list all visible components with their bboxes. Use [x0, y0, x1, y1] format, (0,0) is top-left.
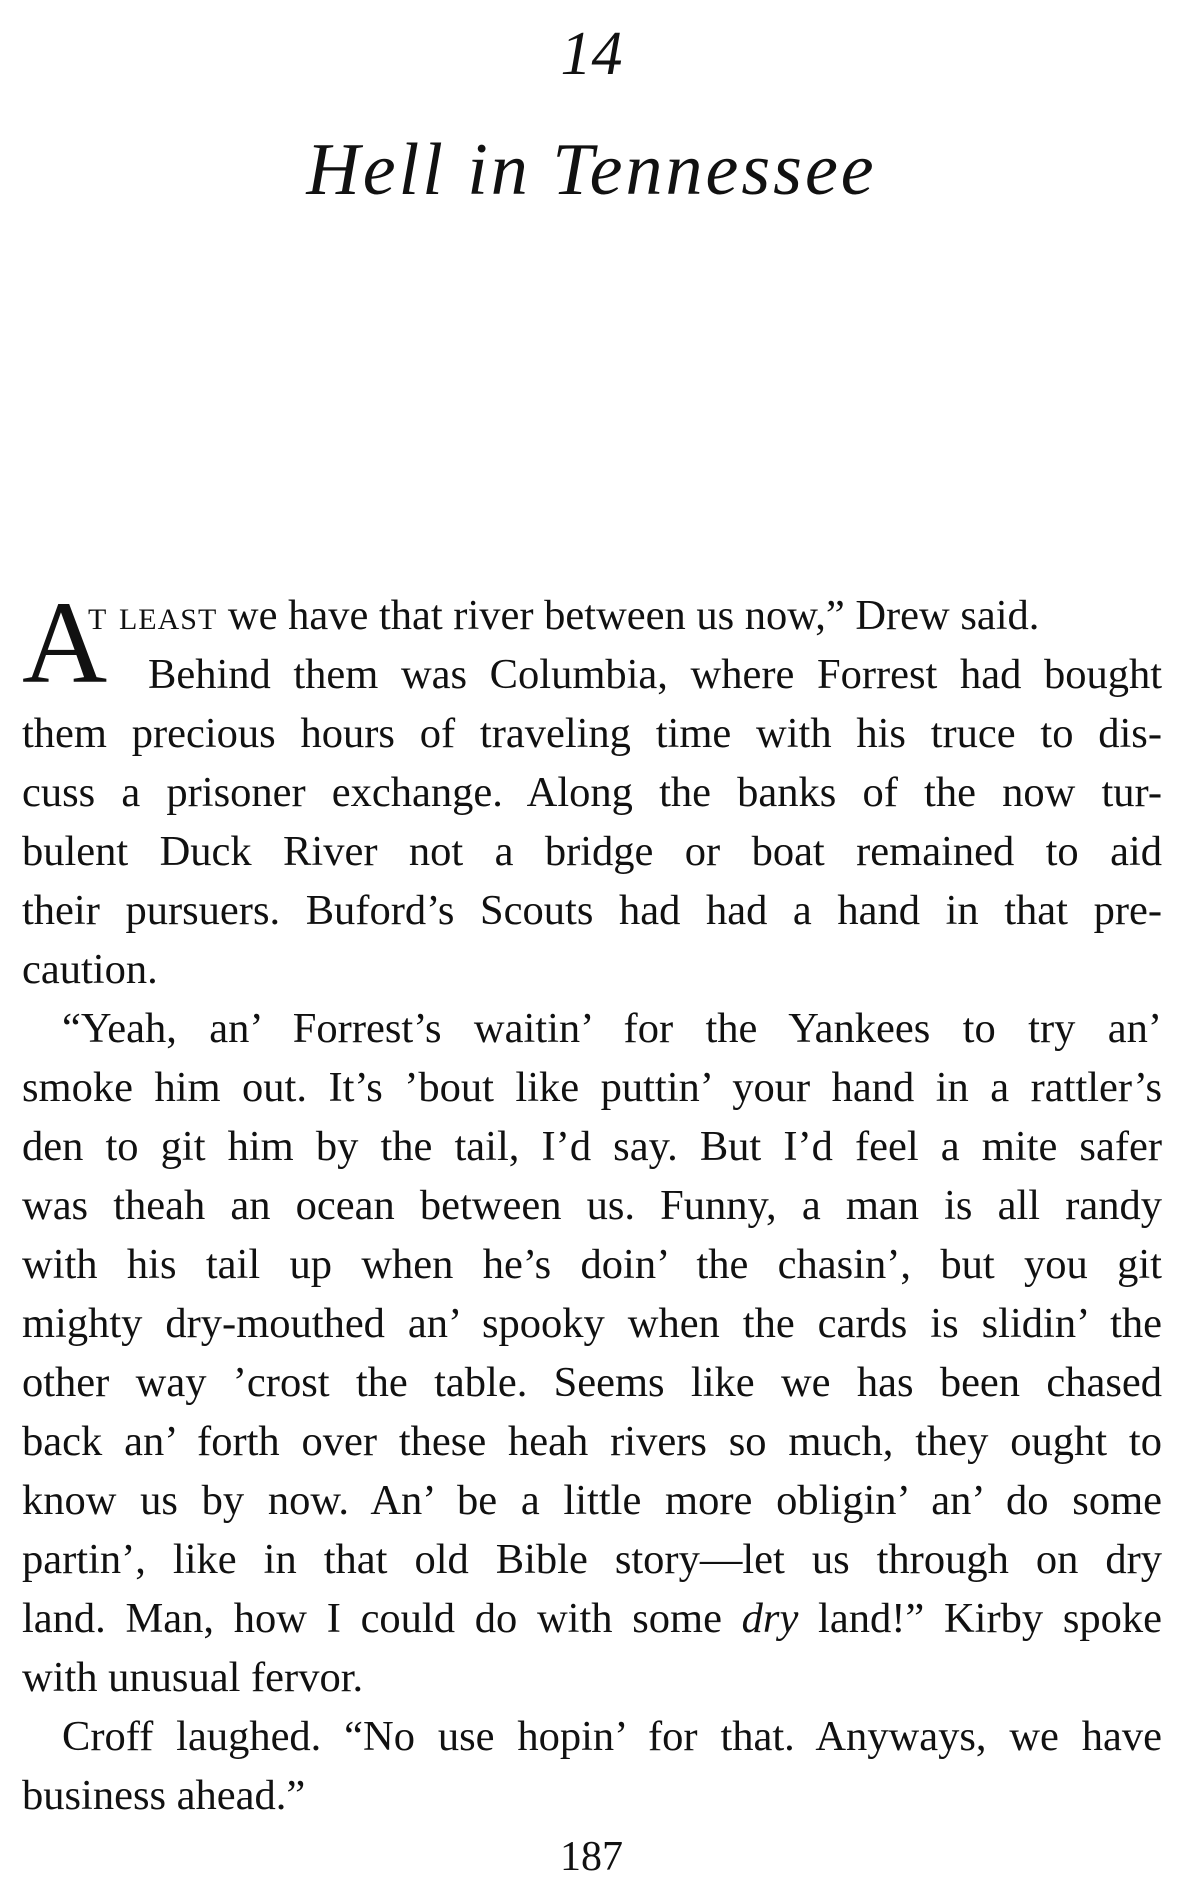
text-line: Croff laughed. “No use hopin’ for that. Anyways, we have [62, 1713, 1162, 1760]
text-line: was theah an ocean between us. Funny, a man is all randy [22, 1182, 1162, 1229]
text-line: with his tail up when he’s doin’ the chasin’, but you git [22, 1241, 1162, 1288]
text-line: other way ’crost the table. Seems like we has been chased [22, 1359, 1162, 1406]
text-line: mighty dry-mouthed an’ spooky when the cards is slidin’ the [22, 1300, 1162, 1347]
chapter-number: 14 [560, 20, 623, 88]
drop-cap: A [22, 577, 108, 708]
text-line: their pursuers. Buford’s Scouts had had a hand in that pre- [22, 887, 1162, 934]
text-line: them precious hours of traveling time with his truce to dis- [22, 710, 1162, 757]
text-line: bulent Duck River not a bridge or boat remained to aid [22, 828, 1162, 875]
text-line: cuss a prisoner exchange. Along the banks of the now tur- [22, 769, 1162, 816]
text-line: caution. [22, 946, 158, 993]
paragraph-1 [22, 577, 1162, 999]
small-caps-lead: t least [88, 592, 218, 639]
paragraph-3 [22, 1707, 1162, 1825]
text-line: know us by now. An’ be a little more obligin’ an’ do some [22, 1477, 1162, 1524]
text-line: “Yeah, an’ Forrest’s waitin’ for the Yankees to try an’ [62, 1005, 1162, 1052]
page-number: 187 [560, 1834, 623, 1880]
text-line: with unusual fervor. [22, 1654, 364, 1701]
line-text: land. Man, how I could do with some [22, 1595, 742, 1642]
chapter-title: Hell in Tennessee [306, 129, 877, 211]
text-line: partin’, like in that old Bible story—let us through on dry [22, 1536, 1162, 1583]
text-line: Behind them was Columbia, where Forrest had bought [148, 651, 1162, 698]
italic-word: dry [741, 1595, 799, 1642]
text-line: back an’ forth over these heah rivers so much, they ought to [22, 1418, 1162, 1465]
line-text: we have that river between us now,” Drew said. [217, 592, 1040, 639]
text-line: business ahead.” [22, 1772, 306, 1819]
paragraph-2 [22, 999, 1162, 1707]
body-text [22, 577, 1162, 1825]
text-line: den to git him by the tail, I’d say. But I’d feel a mite safer [22, 1123, 1162, 1170]
line-text: land!” Kirby spoke [798, 1595, 1162, 1642]
text-line [22, 1589, 1162, 1648]
text-line: smoke him out. It’s ’bout like puttin’ your hand in a rattler’s [22, 1064, 1162, 1111]
